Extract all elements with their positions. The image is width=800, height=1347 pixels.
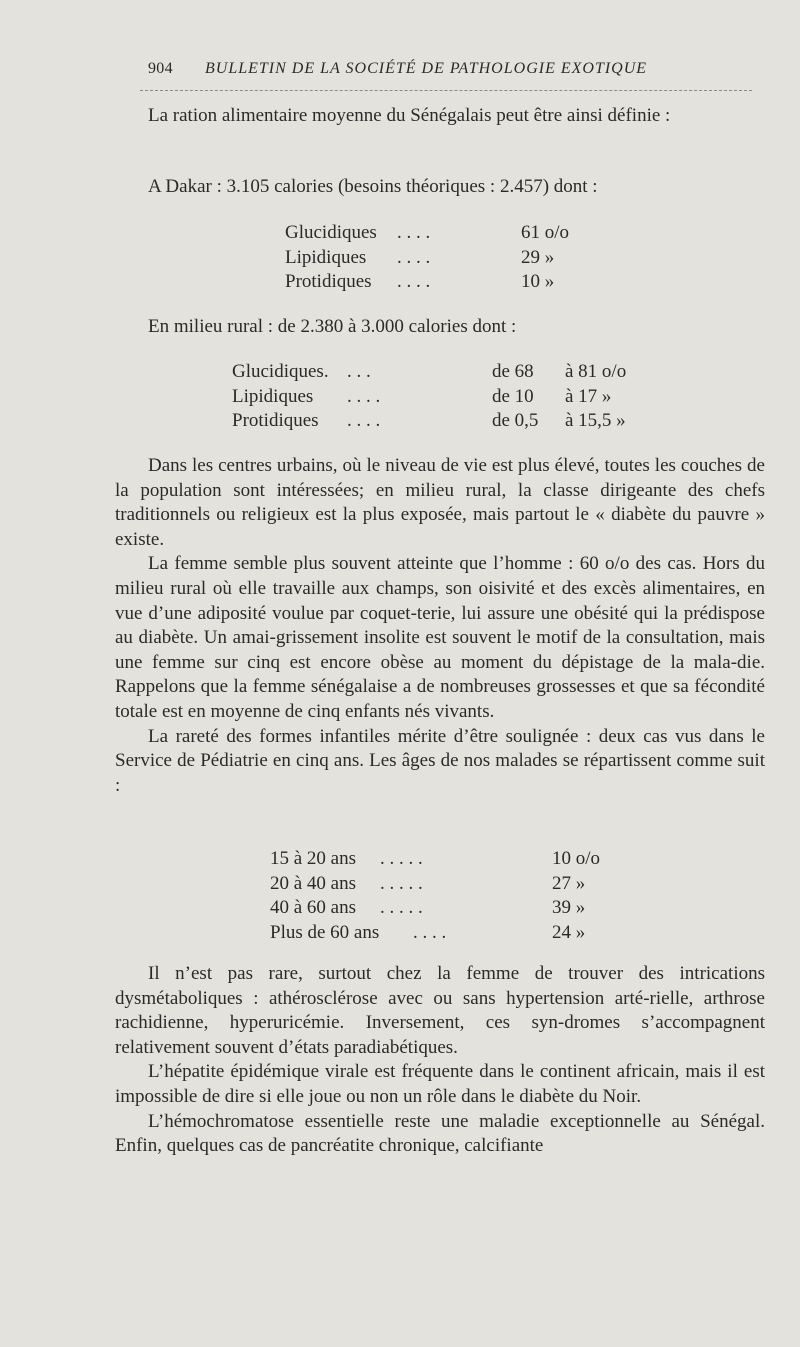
age-row-value: 10 o/o (552, 848, 601, 869)
rural-row-to: à 81 o/o (565, 361, 627, 382)
rural-row-to: à 17 » (565, 385, 612, 407)
dakar-row-dots: . . . . (397, 222, 431, 243)
body-section-2 (115, 962, 765, 1159)
dakar-row-value: 10 » (521, 271, 555, 293)
rural-row-from: de 10 (492, 385, 534, 407)
age-row-label: 20 à 40 ans (270, 872, 357, 894)
page-number: 904 (148, 60, 173, 77)
paragraph: La femme semble plus souvent atteinte que l’homme : 60 o/o des cas. Hors du milieu rural où elle travaille aux champs, son oisivité et des excès alimentaires, en vue d’une adiposité voulue par coquet-terie, lui assure une obésité qui la prédispose au diabète. Un amai-grissement insolite est souvent le motif de la consultation, mais une femme sur cinq est encore obèse au moment du dépistage de la mala-die. Rappelons que la femme sénégalaise a de nombreuses grossesses et que sa fécondité totale est en moyenne de cinq enfants nés vivants. (115, 553, 765, 722)
dakar-heading: A Dakar : 3.105 calories (besoins théoriques : 2.457) dont : (148, 176, 598, 197)
age-row-dots: . . . . (413, 921, 447, 943)
paragraph: Dans les centres urbains, où le niveau de vie est plus élevé, toutes les couches de la population sont intéressées; en milieu rural, la classe dirigeante des chefs traditionnels ou religieux est la plus exposée, mais partout le « diabète du pauvre » existe. (115, 455, 765, 550)
dakar-row-dots: . . . . (397, 271, 431, 293)
paragraph: L’hémochromatose essentielle reste une maladie exceptionnelle au Sénégal. Enfin, quelques cas de pancréatite chronique, calcifiante (115, 1110, 765, 1157)
rural-row-from: de 0,5 (492, 410, 539, 432)
journal-title: BULLETIN DE LA SOCIÉTÉ DE PATHOLOGIE EXOTIQUE (205, 60, 648, 77)
body-section-1 (115, 454, 765, 798)
dakar-row-value: 29 » (521, 246, 555, 268)
dakar-row-label: Lipidiques (285, 246, 367, 268)
dakar-row-label: Protidiques (285, 271, 372, 293)
rural-row-to: à 15,5 » (565, 410, 626, 432)
age-row-dots: . . . . . (380, 872, 423, 894)
age-row-label: Plus de 60 ans (270, 921, 380, 943)
intro-paragraph (115, 104, 765, 129)
rural-row-label: Lipidiques (232, 385, 314, 407)
rural-row-label: Glucidiques. (232, 361, 329, 382)
age-row-value: 24 » (552, 921, 586, 943)
dakar-row-value: 61 o/o (521, 222, 570, 243)
age-row-value: 27 » (552, 872, 586, 894)
dakar-row-dots: . . . . (397, 246, 431, 268)
age-row-dots: . . . . . (380, 848, 423, 869)
age-row-label: 15 à 20 ans (270, 848, 357, 869)
rural-row-from: de 68 (492, 361, 534, 382)
paragraph: L’hépatite épidémique virale est fréquente dans le continent africain, mais il est impossible de dire si elle joue ou non un rôle dans le diabète du Noir. (115, 1061, 765, 1107)
paragraph: La rareté des formes infantiles mérite d’être soulignée : deux cas vus dans le Service de Pédiatrie en cinq ans. Les âges de nos malades se répartissent comme suit : (115, 725, 765, 796)
intro-text: La ration alimentaire moyenne du Sénégalais peut être ainsi définie : (148, 105, 671, 126)
rural-row-dots: . . . . (347, 385, 381, 407)
age-row-label: 40 à 60 ans (270, 897, 357, 919)
paragraph: Il n’est pas rare, surtout chez la femme de trouver des intrications dysmétaboliques : athérosclérose avec ou sans hypertension arté-rielle, arthrose rachidienne, hyperuricémie. Inversement, ces syn-dromes s’accompagnent relativement souvent d’états paradiabétiques. (115, 963, 765, 1058)
dakar-row-label: Glucidiques (285, 222, 377, 243)
age-row-value: 39 » (552, 897, 586, 919)
age-row-dots: . . . . . (380, 897, 423, 919)
rural-row-label: Protidiques (232, 410, 319, 432)
header-rule (140, 90, 752, 91)
rural-heading: En milieu rural : de 2.380 à 3.000 calories dont : (148, 316, 517, 337)
rural-row-dots: . . . (347, 361, 371, 382)
rural-row-dots: . . . . (347, 410, 381, 432)
